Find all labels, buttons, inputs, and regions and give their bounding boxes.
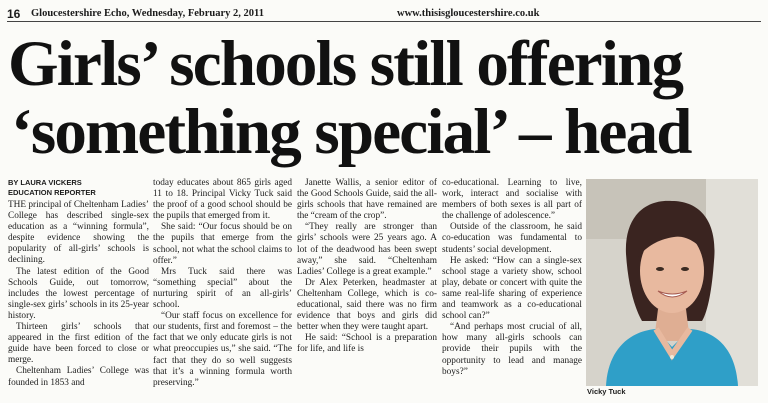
paragraph: Cheltenham Ladies’ College was founded in 1853 and: [8, 366, 149, 388]
paragraph: THE principal of Cheltenham Ladies’ College has described single-sex education as a “winning formula”, despite evidence showing the popularity of all-girls’ schools is declining.: [8, 200, 149, 266]
paragraph: Janette Wallis, a senior editor of the Good Schools Guide, said the all-girls schools that have remained are the “cream of the crop”.: [297, 178, 437, 222]
paragraph: He asked: “How can a single-sex school stage a variety show, school play, debate or concert with quite the same real-life sharing of experience and teamwork as a co-educational school can?”: [442, 255, 582, 322]
headline-line-1: Girls’ schools still offering: [8, 28, 683, 100]
paragraph: “They really are stronger than girls’ schools were 25 years ago. A lot of the deadwood has been swept away,” she said. “Cheltenham Ladies’ College is a great example.”: [297, 222, 437, 277]
article-column-2: [153, 178, 292, 389]
paragraph: The latest edition of the Good Schools Guide, out tomorrow, includes the lowest percentage of single-sex girls’ schools in its 25-year history.: [8, 266, 149, 321]
paragraph: She said: “Our focus should be on the pupils that emerge from the school, not what the school claims to offer.”: [153, 222, 292, 266]
photo-caption: Vicky Tuck: [587, 387, 626, 396]
headline-line-2: ‘something special’ – head: [11, 96, 691, 168]
website-url: www.thisisgloucestershire.co.uk: [397, 8, 540, 19]
page-number: 16: [7, 7, 21, 21]
paragraph: Dr Alex Peterken, headmaster at Cheltenham College, which is co-educational, said there was no firm evidence that boys and girls did better when they were taught apart.: [297, 277, 437, 333]
article-column-3: [297, 178, 437, 356]
paragraph: “Our staff focus on excellence for our students, first and foremost – the fact that we only educate girls is not what preoccupies us,” she said. “The fact that they do so well suggests that it’s a winning formula worth preserving.”: [153, 311, 292, 388]
article-column-1: [8, 178, 149, 389]
paragraph: Mrs Tuck said there was “something special” about the nurturing spirit of an all-girls’ school.: [153, 266, 292, 311]
paragraph: Thirteen girls’ schools that appeared in the first edition of the guide have been forced to close or merge.: [8, 322, 149, 366]
paragraph: co-educational. Learning to live, work, interact and socialise with members of both sexes is all part of the challenge of adolescence.”: [442, 178, 582, 222]
publication-line: Gloucestershire Echo, Wednesday, February 2, 2011: [31, 8, 264, 19]
portrait-photo: [586, 179, 758, 386]
masthead: [0, 0, 768, 22]
paragraph: today educates about 865 girls aged 11 to 18. Principal Vicky Tuck said the proof of a good school should be the pupils that emerged from it.: [153, 178, 292, 222]
paragraph: He said: “School is a preparation for life, and life is: [297, 333, 437, 355]
byline-author: BY LAURA VICKERS: [8, 178, 82, 187]
byline-role: EDUCATION REPORTER: [8, 188, 96, 197]
paragraph: Outside of the classroom, he said co-education was fundamental to students’ social development.: [442, 222, 582, 255]
paragraph: “And perhaps most crucial of all, how many all-girls schools can provide their pupils with the opportunity to lead and manage boys?”: [442, 322, 582, 377]
article-column-4: [442, 178, 582, 378]
masthead-rule: [7, 21, 761, 22]
